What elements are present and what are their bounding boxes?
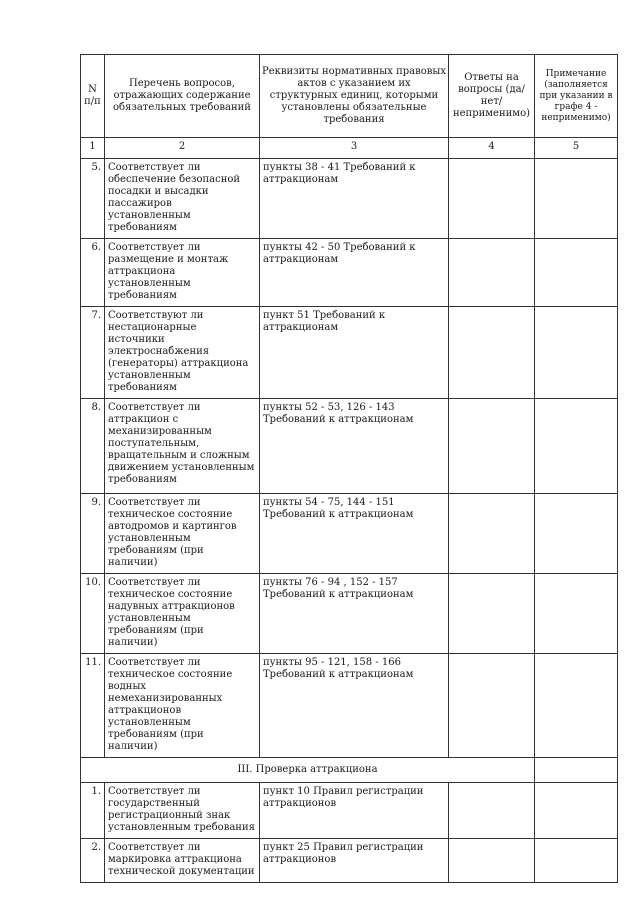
checklist-table (80, 54, 618, 883)
note-cell[interactable] (535, 307, 618, 399)
table-row (81, 494, 618, 574)
note-cell[interactable] (535, 783, 618, 839)
table-row (81, 654, 618, 758)
answer-cell[interactable] (449, 574, 535, 654)
row-question: Соответствует ли техническое состояние автодромов и картингов установленным требованиям (при наличии) (105, 494, 260, 574)
answer-cell[interactable] (449, 783, 535, 839)
row-number: 11. (81, 654, 105, 758)
answer-cell[interactable] (449, 494, 535, 574)
header-question: Перечень вопросов, отражающих содержание обязательных требований (105, 55, 260, 138)
row-number: 7. (81, 307, 105, 399)
answer-cell[interactable] (449, 839, 535, 883)
table-row (81, 839, 618, 883)
row-requisites: пункты 52 - 53, 126 - 143 Требований к аттракционам (260, 399, 449, 494)
section-header-row (81, 758, 618, 783)
column-number: 3 (260, 138, 449, 159)
note-cell[interactable] (535, 239, 618, 307)
section-title: III. Проверка аттракциона (81, 758, 535, 783)
column-number-row (81, 138, 618, 159)
answer-cell[interactable] (449, 239, 535, 307)
table-row (81, 307, 618, 399)
row-question: Соответствуют ли нестационарные источники электроснабжения (генераторы) аттракциона установленным требованиям (105, 307, 260, 399)
row-requisites: пункты 76 - 94 , 152 - 157 Требований к аттракционам (260, 574, 449, 654)
document-page (80, 54, 617, 883)
row-number: 10. (81, 574, 105, 654)
note-cell[interactable] (535, 574, 618, 654)
row-requisites: пункты 54 - 75, 144 - 151 Требований к аттракционам (260, 494, 449, 574)
note-cell[interactable] (535, 399, 618, 494)
note-cell[interactable] (535, 494, 618, 574)
row-question: Соответствует ли обеспечение безопасной посадки и высадки пассажиров установленным требованиям (105, 159, 260, 239)
row-number: 2. (81, 839, 105, 883)
table-row (81, 239, 618, 307)
answer-cell[interactable] (449, 399, 535, 494)
table-row (81, 399, 618, 494)
header-requisites: Реквизиты нормативных правовых актов с указанием их структурных единиц, которыми установлены обязательные требования (260, 55, 449, 138)
table-row (81, 783, 618, 839)
table-header-row (81, 55, 618, 138)
row-number: 1. (81, 783, 105, 839)
column-number: 2 (105, 138, 260, 159)
row-number: 9. (81, 494, 105, 574)
row-requisites: пункт 51 Требований к аттракционам (260, 307, 449, 399)
row-number: 8. (81, 399, 105, 494)
answer-cell[interactable] (449, 159, 535, 239)
column-number: 5 (535, 138, 618, 159)
answer-cell[interactable] (449, 654, 535, 758)
row-requisites: пункты 42 - 50 Требований к аттракционам (260, 239, 449, 307)
note-cell[interactable] (535, 654, 618, 758)
row-requisites: пункт 10 Правил регистрации аттракционов (260, 783, 449, 839)
row-question: Соответствует ли государственный регистрационный знак установленным требования (105, 783, 260, 839)
header-answers: Ответы на вопросы (да/нет/ неприменимо) (449, 55, 535, 138)
note-cell[interactable] (535, 839, 618, 883)
column-number: 1 (81, 138, 105, 159)
table-row (81, 159, 618, 239)
row-number: 6. (81, 239, 105, 307)
header-note: Примечание (заполняется при указании в графе 4 - неприменимо) (535, 55, 618, 138)
table-row (81, 574, 618, 654)
section-title-note (535, 758, 618, 783)
note-cell[interactable] (535, 159, 618, 239)
header-num: N п/п (81, 55, 105, 138)
answer-cell[interactable] (449, 307, 535, 399)
row-question: Соответствует ли техническое состояние надувных аттракционов установленным требованиям (при наличии) (105, 574, 260, 654)
row-requisites: пункты 95 - 121, 158 - 166 Требований к аттракционам (260, 654, 449, 758)
column-number: 4 (449, 138, 535, 159)
row-question: Соответствует ли аттракцион с механизированным поступательным, вращательным и сложным движением установленным требованиям (105, 399, 260, 494)
row-requisites: пункт 25 Правил регистрации аттракционов (260, 839, 449, 883)
row-question: Соответствует ли размещение и монтаж аттракциона установленным требованиям (105, 239, 260, 307)
row-question: Соответствует ли техническое состояние водных немеханизированных аттракционов установленным требованиям (при наличии) (105, 654, 260, 758)
row-requisites: пункты 38 - 41 Требований к аттракционам (260, 159, 449, 239)
row-number: 5. (81, 159, 105, 239)
row-question: Соответствует ли маркировка аттракциона технической документации (105, 839, 260, 883)
